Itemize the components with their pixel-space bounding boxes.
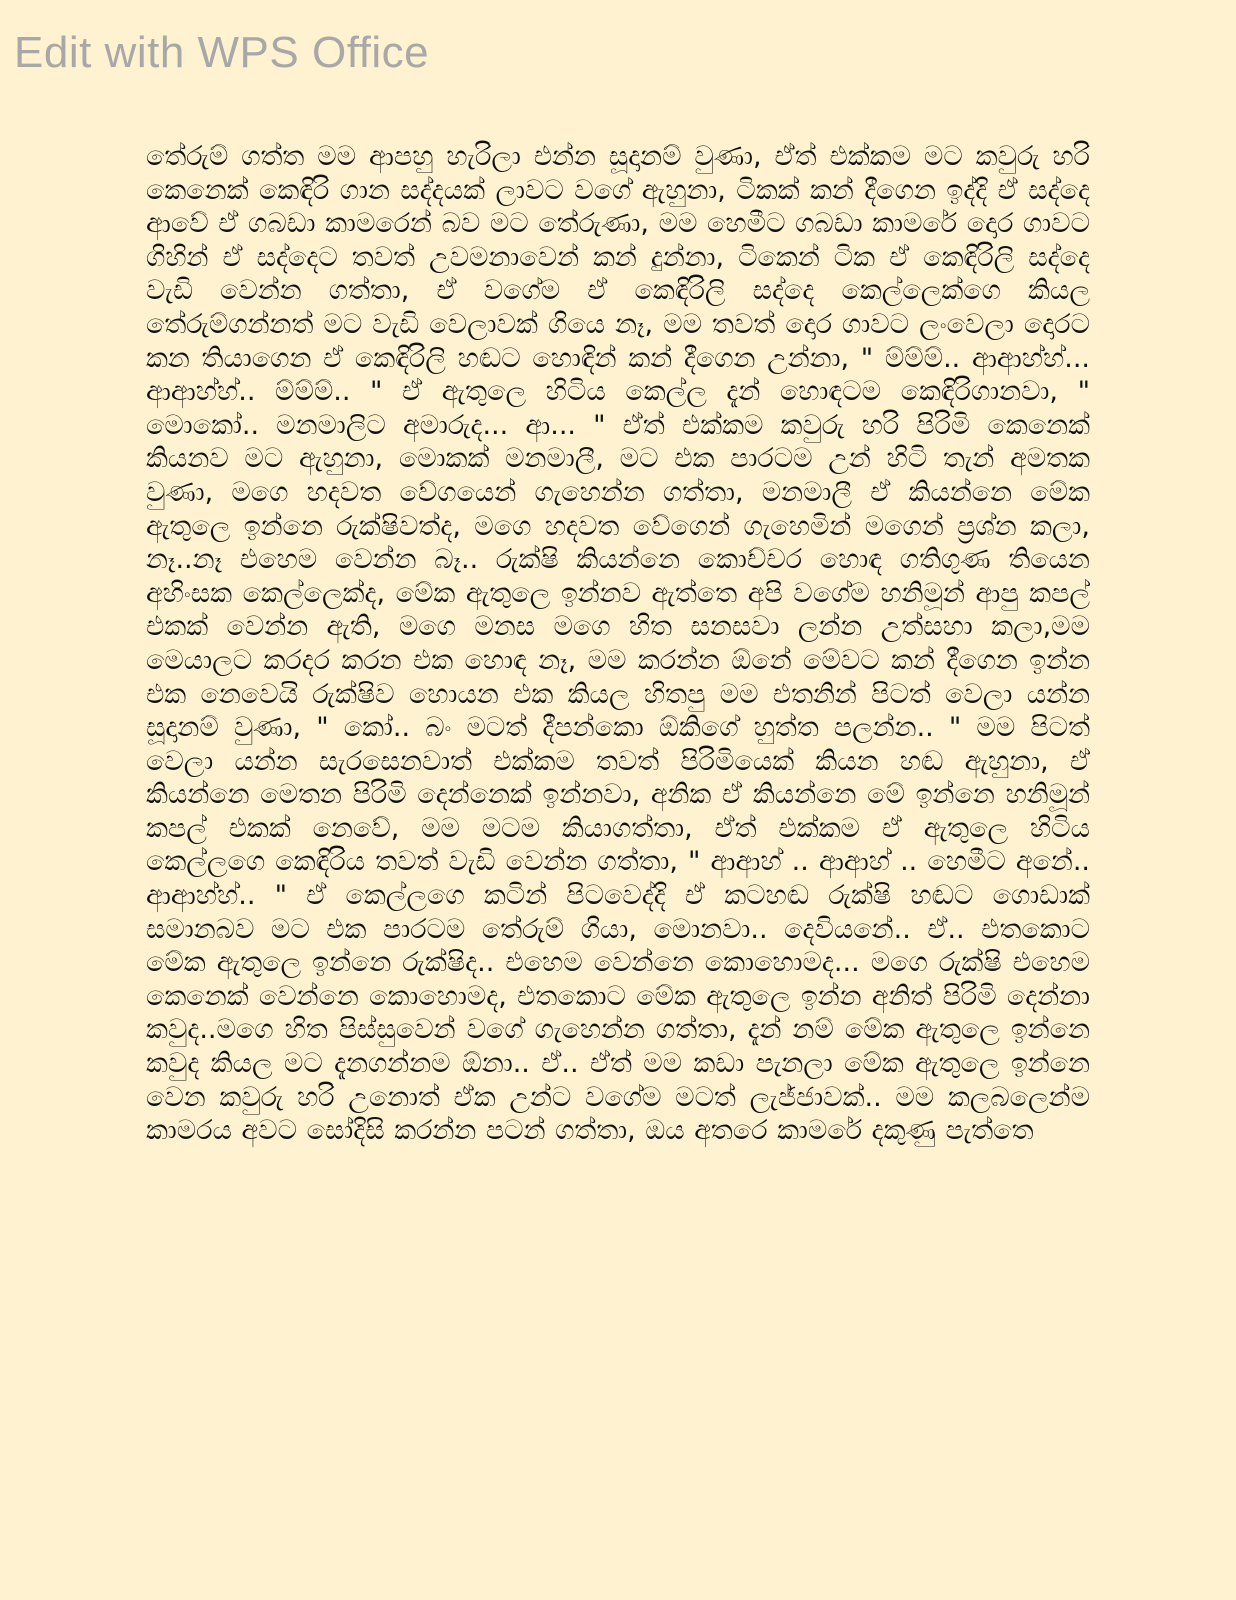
document-body-text: තේරුම් ගත්ත මම ආපහු හැරිලා එන්න සූදානම් වුණා, ඒත් එක්කම මට කවුරු හරි කෙනෙක් කෙඳිරි ගාන සද්දයක් ලාවට වගේ ඇහුනා, ටිකක් කන් දීගෙන ඉද්දි ඒ සද්දෙ ආවේ ඒ ගබඩා කාමරෙන් බව මට තේරුණා, මම හෙමීට ගබඩා කාමරේ දොර ගාවට ගිහින් ඒ සද්දෙට තවත් උවමනාවෙන් කන් දුන්නා, ටිකෙන් ටික ඒ කෙඳිරිලි සද්දෙ වැඩි වෙන්න ගත්තා, ඒ වගේම ඒ කෙඳිරිලි සද්දෙ කෙල්ලෙක්ගෙ කියල තේරුම්ගන්නත් මට වැඩි වෙලාවක් ගියෙ නෑ, මම තවත් දොර ගාවට ලංවෙලා දොරට කන තියාගෙන ඒ කෙඳිරිලි හඬට හොඳින් කන් දීගෙන උන්නා, " ම්ම්ම්.. ආආහ්හ්... ආආහ්හ්.. ම්ම්ම්.. " ඒ ඇතුලෙ හිටිය කෙල්ල දැන් හොඳටම කෙඳිරිගානවා, " මොකෝ.. මනමාලිට අමාරුද... ආ... " ඒත් එක්කම කවුරු හරි පිරිමි කෙනෙක් කියනව මට ඇහුනා, මොකක් මනමාලී, මට එක පාරටම උන් හිටි තැන් අමතක වුණා, මගෙ හදවත වේගයෙන් ගැහෙන්න ගත්තා, මනමාලී ඒ කියන්නෙ මේක ඇතුලෙ ඉන්නෙ රුක්ෂිවත්ද, මගෙ හදවත වේගෙන් ගැහෙමින් මගෙන් ප්‍රශ්න කලා, නෑ..නෑ එහෙම වෙන්න බෑ.. රුක්ෂි කියන්නෙ කොච්චර හොඳ ගතිගුණ තියෙන අහිංසක කෙල්ලෙක්ද, මේක ඇතුලෙ ඉන්නව ඇත්තෙ අපි වගේම හනිමූන් ආපු කපල් එකක් වෙන්න ඇති, මගෙ මනස මගෙ හිත සනසවා ලන්න උත්සහා කලා,මම මෙයාලට කරදර කරන එක හොඳ නෑ, මම කරන්න ඕනේ මේවට කන් දීගෙන ඉන්න එක නෙවෙයි රුක්ෂිව හොයන එක කියල හිතපු මම එතනින් පිටත් වෙලා යන්න සූදානම් වුණා, " කෝ.. බං මටත් දීපන්කො ඕකිගේ හුත්ත පලන්න.. " මම පිටත් වෙලා යන්න සැරසෙනවාත් එක්කම තවත් පිරිමියෙක් කියන හඬ ඇහුනා, ඒ කියන්නෙ මෙතන පිරිමි දෙන්නෙක් ඉන්නවා, අනික ඒ කියන්නෙ මේ ඉන්නෙ හනිමූන් කපල් එකක් නෙවේ, මම මටම කියාගත්තා, ඒත් එක්කම ඒ ඇතුලෙ හිටිය කෙල්ලගෙ කෙඳිරිය තවත් වැඩි වෙන්න ගත්තා, " ආආහ් .. ආආහ් .. හෙමීට අනේ.. ආආහ්හ්.. " ඒ කෙල්ලගෙ කටින් පිටවෙද්දි ඒ කටහඬ රුක්ෂි හඬට ගොඩාක් සමානබව මට එක පාරටම තේරුම් ගියා, මොනවා.. දෙවියනේ.. ඒ.. එතකොට මේක ඇතුලෙ ඉන්නෙ රුක්ෂිද.. එහෙම වෙන්නෙ කොහොමද... මගෙ රුක්ෂි එහෙම කෙනෙක් වෙන්නෙ කොහොමද, එතකොට මේක ඇතුලෙ ඉන්න අනිත් පිරිමි දෙන්නා කවුද..මගෙ හිත පිස්සුවෙන් වගේ ගැහෙන්න ගත්තා, දැන් නම් මේක ඇතුලෙ ඉන්නෙ කවුද කියල මට දැනගන්නම ඕනා.. ඒ.. ඒත් මම කඩා පැනලා මේක ඇතුලෙ ඉන්නෙ වෙන කවුරු හරි උනොත් ඒක උන්ට වගේම මටත් ලැජ්ජාවක්.. මම කලබලෙන්ම කාමරය අවට සෝදිසි කරන්න පටන් ගත්තා, ඔය අතරෙ කාමරේ දකුණු පැත්තෙ	[146, 141, 1090, 1147]
wps-office-watermark: Edit with WPS Office	[14, 28, 430, 77]
